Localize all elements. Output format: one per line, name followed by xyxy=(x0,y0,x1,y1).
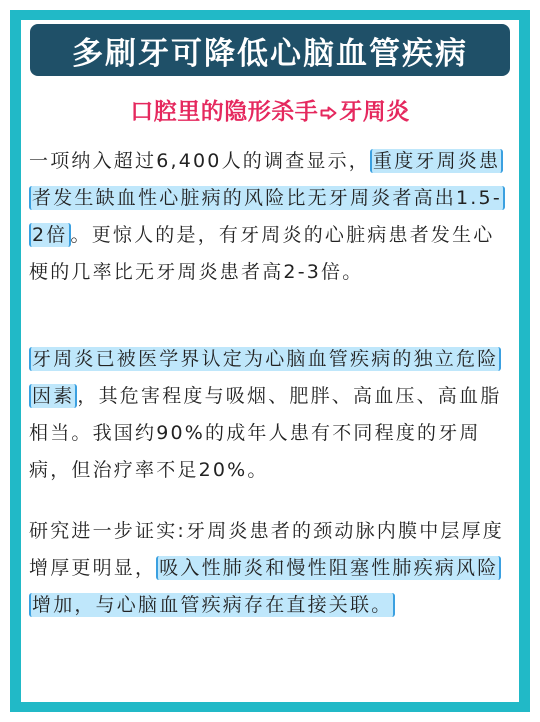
subtitle-right: 牙周炎 xyxy=(339,99,410,125)
content-panel xyxy=(21,20,519,702)
paragraph-3-highlight: 吸入性肺炎和慢性阻塞性肺疾病风险增加，与心脑血管疾病存在直接关联。 xyxy=(29,556,501,617)
subtitle-left: 口腔里的隐形杀手 xyxy=(130,99,319,125)
paragraph-3 xyxy=(29,513,513,624)
subtitle xyxy=(21,93,519,126)
page-title: 多刷牙可降低心脑血管疾病 xyxy=(72,35,468,72)
paragraph-3-text-a: 研究进一步证实:牙周炎患者的颈动脉内膜中层厚度增厚更明显， xyxy=(29,520,505,579)
paragraph-2-text-b: ，其危害程度与吸烟、肥胖、高血压、高血脂相当。我国约90%的成年人患有不同程度的牙周病，但治疗率不足20%。 xyxy=(29,385,502,481)
paragraph-2-highlight: 牙周炎已被医学界认定为心脑血管疾病的独立危险因素 xyxy=(29,347,501,408)
paragraph-1 xyxy=(29,143,513,291)
paragraph-2 xyxy=(29,341,513,489)
paragraph-1-highlight: 重度牙周炎患者发生缺血性心脏病的风险比无牙周炎者高出1.5-2倍 xyxy=(29,149,505,247)
page-frame xyxy=(10,10,530,712)
paragraph-1-text-b: 。更惊人的是，有牙周炎的心脏病患者发生心梗的几率比无牙周炎患者高2-3倍。 xyxy=(29,224,495,283)
arrow-right-icon xyxy=(320,106,337,120)
paragraph-1-text-a: 一项纳入超过6,400人的调查显示， xyxy=(29,150,370,172)
title-banner xyxy=(30,24,510,76)
